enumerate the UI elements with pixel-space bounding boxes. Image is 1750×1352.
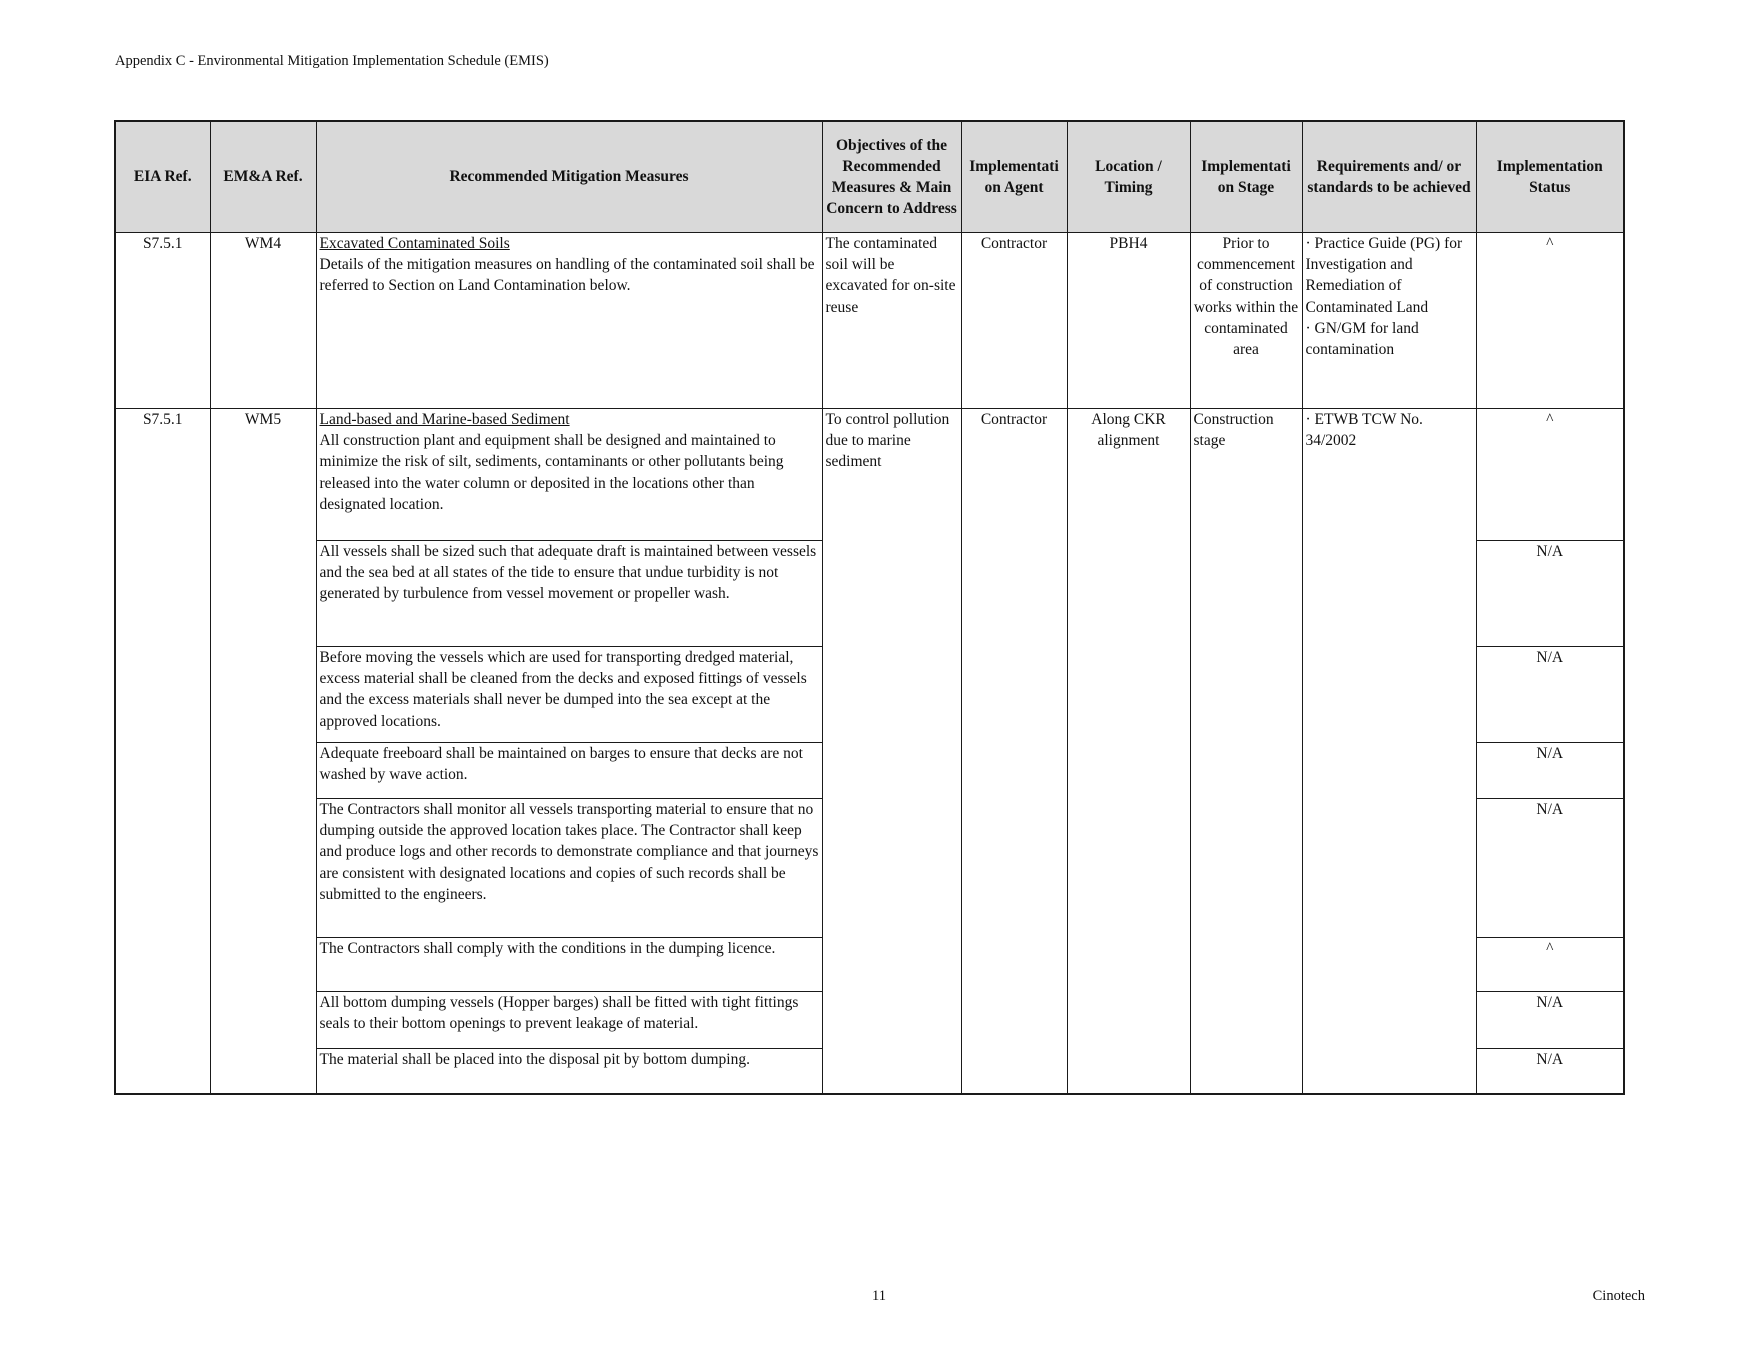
ema-ref-cell: WM4 <box>210 233 316 409</box>
agent-cell: Contractor <box>961 233 1067 409</box>
status-cell: ^ <box>1476 233 1624 409</box>
measure-cell: Adequate freeboard shall be maintained on barges to ensure that decks are not washed by wave action. <box>316 743 822 799</box>
stage-cell: Prior to commencement of construction works within the contaminated area <box>1190 233 1302 409</box>
objective-cell: The contaminated soil will be excavated for on-site reuse <box>822 233 961 409</box>
measure-cell: All bottom dumping vessels (Hopper barges) shall be fitted with tight fittings seals to their bottom openings to prevent leakage of material. <box>316 992 822 1049</box>
status-cell: N/A <box>1476 743 1624 799</box>
stage-cell: Construction stage <box>1190 409 1302 1094</box>
location-cell: PBH4 <box>1067 233 1190 409</box>
page-number: 11 <box>872 1288 886 1304</box>
table-header-row <box>115 121 1624 233</box>
status-cell: N/A <box>1476 1049 1624 1094</box>
measure-text: Details of the mitigation measures on handling of the contaminated soil shall be referred to Section on Land Contamination below. <box>319 256 815 295</box>
status-cell: N/A <box>1476 992 1624 1049</box>
col-header-agent: Implementati on Agent <box>961 121 1067 233</box>
objective-cell: To control pollution due to marine sediment <box>822 409 961 1094</box>
col-header-measures: Recommended Mitigation Measures <box>316 121 822 233</box>
document-header: Appendix C - Environmental Mitigation Implementation Schedule (EMIS) <box>115 53 549 69</box>
measure-cell <box>316 233 822 409</box>
col-header-ema-ref: EM&A Ref. <box>210 121 316 233</box>
status-cell: ^ <box>1476 938 1624 992</box>
location-cell: Along CKR alignment <box>1067 409 1190 1094</box>
status-cell: N/A <box>1476 647 1624 743</box>
measure-heading: Land-based and Marine-based Sediment <box>319 411 570 428</box>
col-header-objectives: Objectives of the Recommended Measures & Main Concern to Address <box>822 121 961 233</box>
measure-cell: The material shall be placed into the disposal pit by bottom dumping. <box>316 1049 822 1094</box>
measure-text: All construction plant and equipment shall be designed and maintained to minimize the risk of silt, sediments, contaminants or other pollutants being released into the water column or deposited in the locations other than designated location. <box>319 432 784 513</box>
col-header-location: Location / Timing <box>1067 121 1190 233</box>
measure-cell <box>316 409 822 541</box>
status-cell: N/A <box>1476 799 1624 938</box>
col-header-status: Implementation Status <box>1476 121 1624 233</box>
agent-cell: Contractor <box>961 409 1067 1094</box>
measure-cell: The Contractors shall comply with the conditions in the dumping licence. <box>316 938 822 992</box>
measure-cell: All vessels shall be sized such that adequate draft is maintained between vessels and the sea bed at all states of the tide to ensure that undue turbidity is not generated by turbulence from vessel movement or propeller wash. <box>316 541 822 647</box>
ema-ref-cell: WM5 <box>210 409 316 1094</box>
measure-heading: Excavated Contaminated Soils <box>319 235 510 252</box>
measure-cell: The Contractors shall monitor all vessels transporting material to ensure that no dumping outside the approved location takes place. The Contractor shall keep and produce logs and other records to demonstrate compliance and that journeys are consistent with designated locations and copies of such records shall be submitted to the engineers. <box>316 799 822 938</box>
measure-cell: Before moving the vessels which are used for transporting dredged material, excess material shall be cleaned from the decks and exposed fittings of vessels and the excess materials shall never be dumped into the sea except at the approved locations. <box>316 647 822 743</box>
table-row <box>115 233 1624 409</box>
company-name: Cinotech <box>1592 1288 1645 1304</box>
status-cell: N/A <box>1476 541 1624 647</box>
requirements-cell: · Practice Guide (PG) for Investigation and Remediation of Contaminated Land · GN/GM for land contamination <box>1302 233 1476 409</box>
col-header-requirements: Requirements and/ or standards to be achieved <box>1302 121 1476 233</box>
eia-ref-cell: S7.5.1 <box>115 409 210 1094</box>
table-row <box>115 409 1624 541</box>
col-header-eia-ref: EIA Ref. <box>115 121 210 233</box>
status-cell: ^ <box>1476 409 1624 541</box>
col-header-stage: Implementati on Stage <box>1190 121 1302 233</box>
emis-table <box>114 120 1625 1095</box>
requirements-cell: · ETWB TCW No. 34/2002 <box>1302 409 1476 1094</box>
eia-ref-cell: S7.5.1 <box>115 233 210 409</box>
